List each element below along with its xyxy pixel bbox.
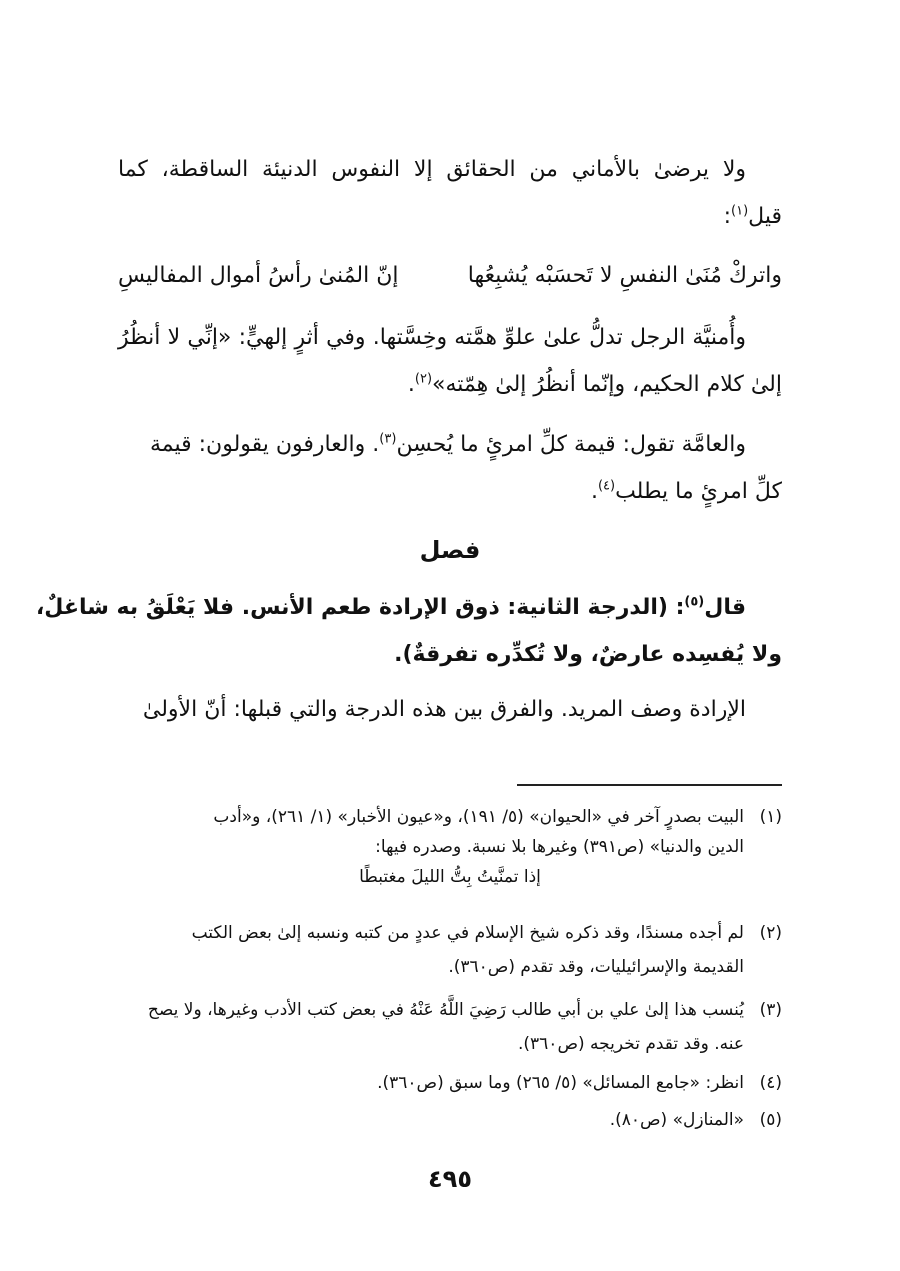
footnote-ref-4[interactable]: (٤) — [597, 478, 616, 494]
paragraph-3-line-1 — [118, 425, 782, 465]
footnote-ref-2[interactable]: (٢) — [414, 371, 433, 387]
footnote-4 — [118, 1068, 782, 1098]
footnote-text: «المنازل» (ص٨٠). — [609, 1110, 744, 1130]
text: . — [590, 479, 598, 504]
text: قيل — [748, 204, 782, 229]
text: : (الدرجة الثانية: ذوق الإرادة طعم الأنس. فلا يَعْلَقُ به شاغلٌ، — [35, 595, 685, 620]
verse-second-hemistich: إنّ المُنىٰ رأسُ أموال المفاليسِ — [118, 263, 399, 288]
footnote-text: البيت بصدرٍ آخر في «الحيوان» (٥/ ١٩١)، و«عيون الأخبار» (١/ ٢٦١)، و«أدب — [213, 807, 744, 827]
footnote-1-quote: إذا تمنَّيتُ بِتُّ الليلَ مغتبطًا — [359, 867, 541, 887]
footnote-text: انظر: «جامع المسائل» (٥/ ٢٦٥) وما سبق (ص٣٦٠). — [377, 1073, 744, 1093]
page-number: ٤٩٥ — [428, 1165, 472, 1193]
paragraph-1-line-1: ولا يرضىٰ بالأماني من الحقائق إلا النفوس الدنيئة الساقطة، كما — [118, 157, 746, 182]
paragraph-4-line-1 — [35, 588, 782, 628]
footnote-2-line-2: القديمة والإسرائيليات، وقد تقدم (ص٣٦٠). — [448, 957, 744, 977]
footnote-5 — [118, 1105, 782, 1135]
footnote-ref-1[interactable]: (١) — [731, 203, 749, 219]
paragraph-4-line-2: ولا يُفسِده عارضٌ، ولا تُكدِّره تفرقةٌ). — [394, 642, 782, 667]
footnote-ref-5[interactable]: (٥) — [684, 594, 705, 610]
text: : — [723, 204, 732, 229]
text: . — [407, 372, 415, 397]
footnote-separator — [517, 784, 782, 786]
footnote-number: (٢) — [759, 923, 782, 943]
footnote-ref-3[interactable]: (٣) — [379, 431, 397, 447]
text: . والعارفون يقولون: قيمة — [149, 432, 380, 457]
poetry-verse — [118, 256, 782, 296]
text: والعامَّة تقول: قيمة كلِّ امرئٍ ما يُحسِن — [396, 432, 746, 457]
footnote-text: لم أجده مسندًا، وقد ذكره شيخ الإسلام في عددٍ من كتبه ونسبه إلىٰ بعض الكتب — [191, 923, 744, 943]
footnote-2-line-1 — [118, 918, 782, 948]
paragraph-5-line-1: الإرادة وصف المريد. والفرق بين هذه الدرجة والتي قبلها: أنّ الأولىٰ — [142, 697, 746, 722]
paragraph-2-line-1: وأُمنيَّة الرجل تدلُّ علىٰ علوِّ همَّته وخِسَّتها. وفي أثرٍ إلهيٍّ: «إنِّي لا أنظُرُ — [118, 325, 746, 350]
text: إلىٰ كلام الحكيم، وإنّما أنظُرُ إلىٰ هِمّته» — [432, 372, 782, 397]
footnote-number: (٥) — [759, 1110, 782, 1130]
text: قال — [704, 595, 746, 620]
paragraph-1-line-2 — [118, 197, 782, 237]
verse-first-hemistich: واتركْ مُنَىٰ النفسِ لا تَحسَبْه يُشبِعُها — [467, 263, 782, 288]
footnote-1-line-2: الدين والدنيا» (ص٣٩١) وغيرها بلا نسبة. وصدره فيها: — [375, 837, 744, 857]
footnote-3-line-1 — [118, 995, 782, 1025]
footnote-number: (١) — [759, 807, 782, 827]
footnote-text: يُنسب هذا إلىٰ علي بن أبي طالب رَضِيَ اللَّهُ عَنْهُ في بعض كتب الأدب وغيرها، ولا يصح — [147, 1000, 744, 1020]
footnote-1-line-1 — [118, 802, 782, 832]
footnote-number: (٤) — [759, 1073, 782, 1093]
section-heading: فصل — [419, 536, 481, 564]
paragraph-2-line-2 — [118, 365, 782, 405]
footnote-number: (٣) — [759, 1000, 782, 1020]
footnote-3-line-2: عنه. وقد تقدم تخريجه (ص٣٦٠). — [518, 1034, 744, 1054]
text: كلِّ امرئٍ ما يطلب — [615, 479, 782, 504]
paragraph-3-line-2 — [118, 472, 782, 512]
